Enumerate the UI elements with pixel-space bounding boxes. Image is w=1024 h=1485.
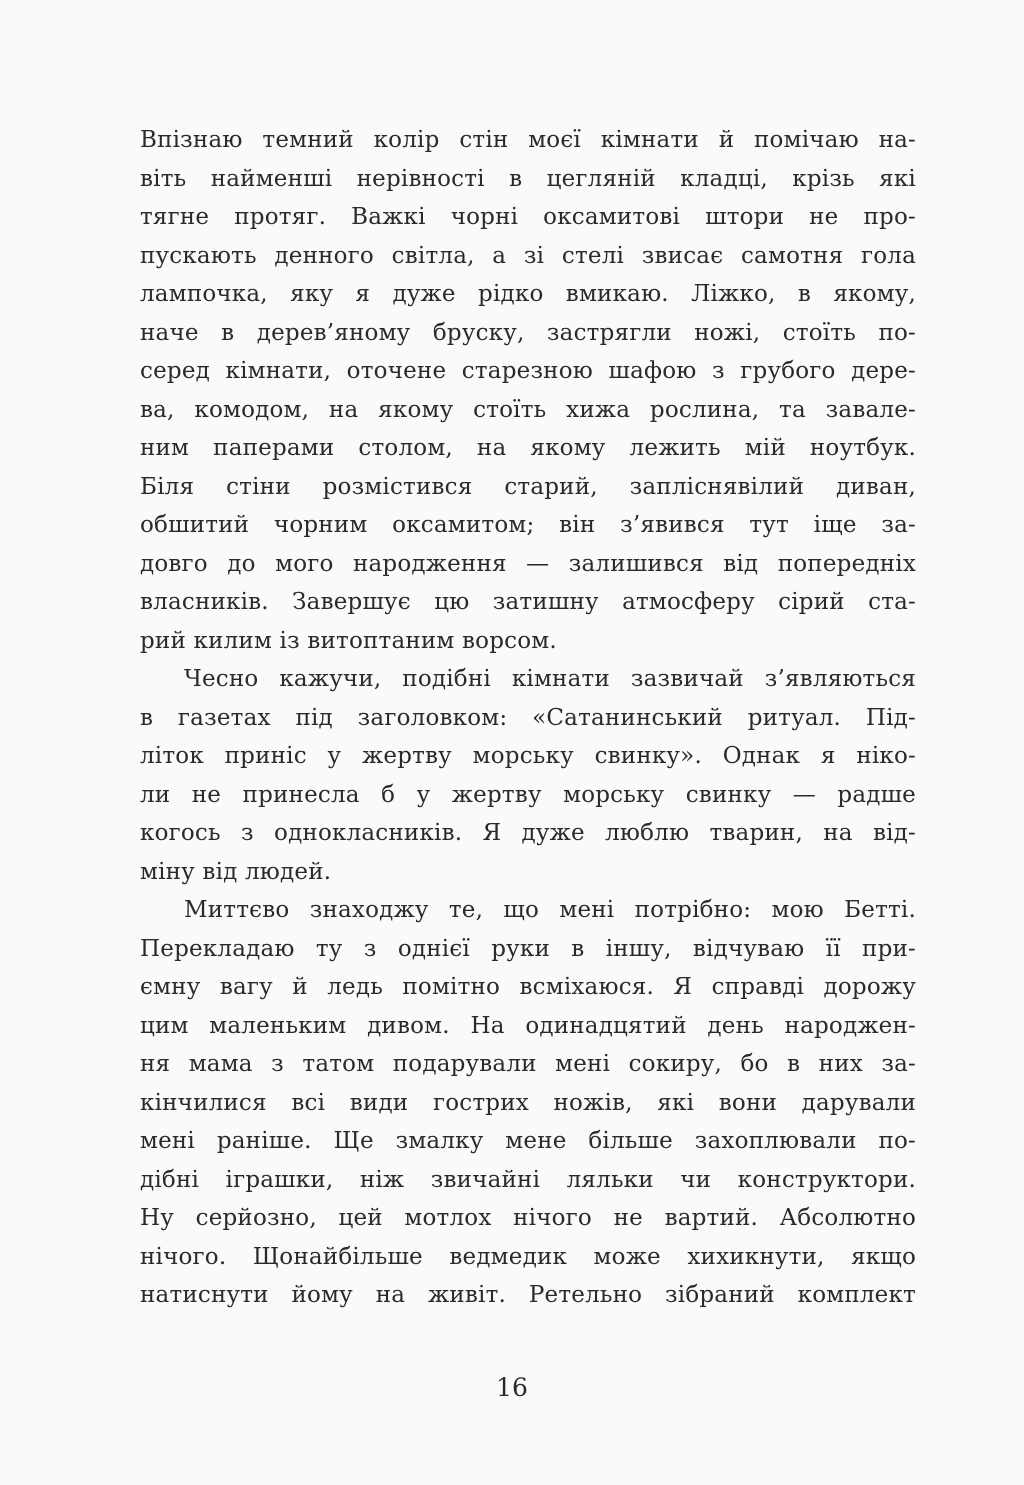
text-line: ва, комодом, на якому стоїть хижа рослина, та завале- <box>140 396 916 423</box>
text-line: дібні іграшки, ніж звичайні ляльки чи конструктори. <box>140 1166 916 1193</box>
text-line: пускають денного світла, а зі стелі звисає самотня гола <box>140 242 916 269</box>
paragraph-start-line: Миттєво знаходжу те, що мені потрібно: мою Бетті. <box>184 897 916 923</box>
text-line: наче в дерев’яному бруску, застрягли ножі, стоїть по- <box>140 319 916 346</box>
text-line: обшитий чорним оксамитом; він з’явився тут іще за- <box>140 512 916 538</box>
text-line: тягне протяг. Важкі чорні оксамитові штори не про- <box>140 204 916 230</box>
text-line: літок приніс у жертву морську свинку». Однак я ніко- <box>140 743 916 769</box>
text-line: цим маленьким дивом. На одинадцятий день народжен- <box>140 1012 916 1039</box>
text-line: серед кімнати, оточене старезною шафою з грубого дере- <box>140 358 916 384</box>
page-number: 16 <box>496 1373 528 1402</box>
text-line: в газетах під заголовком: «Сатанинський ритуал. Під- <box>140 704 916 731</box>
text-line: ли не принесла б у жертву морську свинку — радше <box>140 781 916 808</box>
text-line: рий килим із витоптаним ворсом. <box>140 627 557 654</box>
text-line: кінчилися всі види гострих ножів, які вони дарували <box>140 1089 916 1116</box>
text-line: натиснути йому на живіт. Ретельно зібраний комплект <box>140 1282 916 1308</box>
text-line: Перекладаю ту з однієї руки в іншу, відчуваю її при- <box>140 935 916 962</box>
body-text <box>140 121 916 1315</box>
text-line: ємну вагу й ледь помітно всміхаюся. Я справді дорожу <box>140 974 916 1000</box>
text-line: власників. Завершує цю затишну атмосферу сірий ста- <box>140 589 916 615</box>
text-line: лампочка, яку я дуже рідко вмикаю. Ліжко, в якому, <box>140 281 916 307</box>
text-line: міну від людей. <box>140 858 332 885</box>
text-line: ня мама з татом подарували мені сокиру, бо в них за- <box>140 1051 916 1077</box>
text-line: нічого. Щонайбільше ведмедик може хихикнути, якщо <box>140 1243 916 1270</box>
paragraph-start-line: Чесно кажучи, подібні кімнати зазвичай з’являються <box>184 666 916 692</box>
text-line: Ну серйозно, цей мотлох нічого не вартий. Абсолютно <box>140 1205 916 1231</box>
text-line: мені раніше. Ще змалку мене більше захоплювали по- <box>140 1128 916 1154</box>
text-line: ним паперами столом, на якому лежить мій ноутбук. <box>140 435 916 461</box>
text-line: Впізнаю темний колір стін моєї кімнати й помічаю на- <box>140 127 916 153</box>
text-line: віть найменші нерівності в цегляній кладці, крізь які <box>140 165 916 192</box>
text-line: Біля стіни розмістився старий, запліснявілий диван, <box>140 473 916 500</box>
text-line: довго до мого народження — залишився від попередніх <box>140 550 916 577</box>
text-line: когось з однокласників. Я дуже люблю тварин, на від- <box>140 820 916 846</box>
